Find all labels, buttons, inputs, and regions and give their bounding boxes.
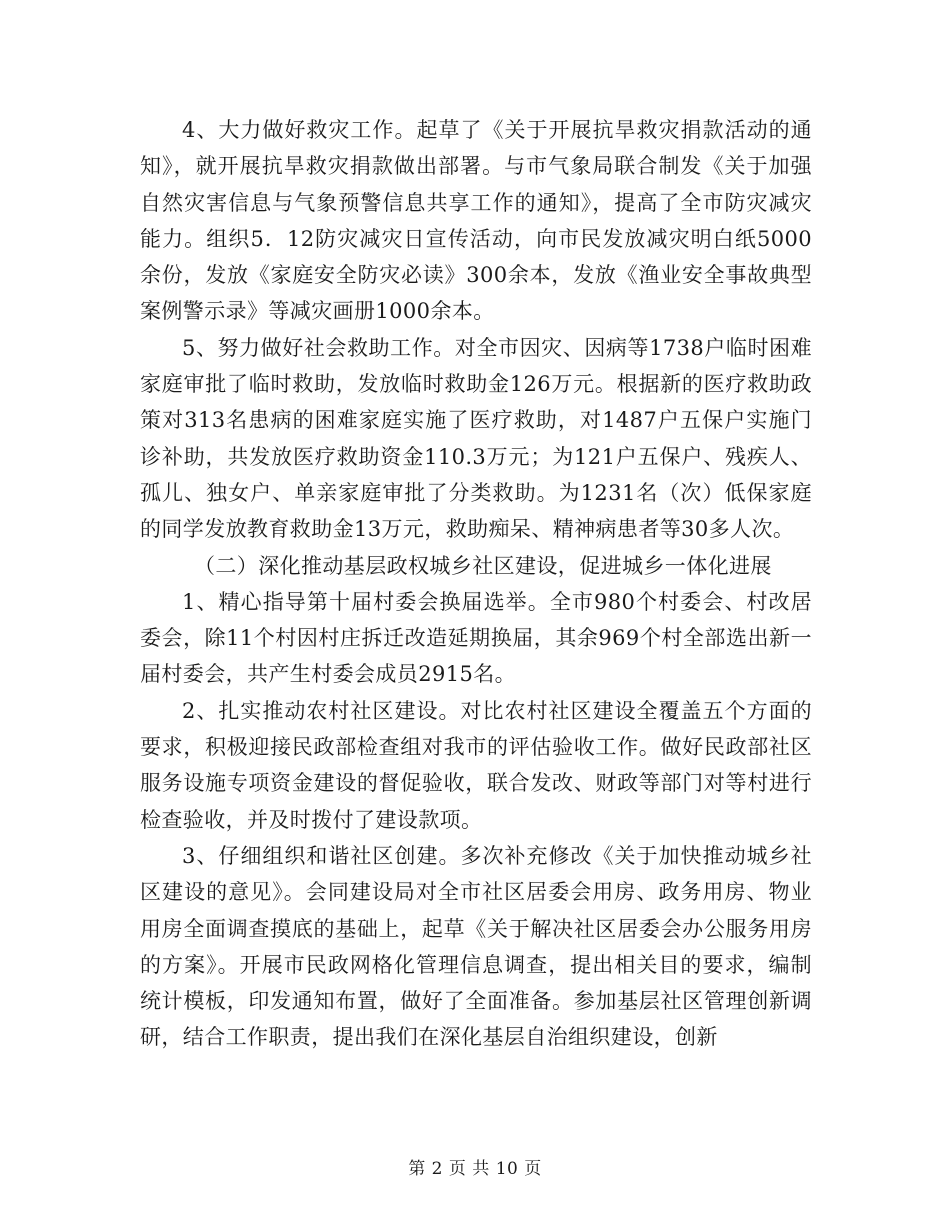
paragraph-harmonious-community: 3、仔细组织和谐社区创建。多次补充修改《关于加快推动城乡社区建设的意见》。会同建设局对全市社区居委会用房、政务用房、物业用房全面调查摸底的基础上，起草《关于解决社区居委会办公服务用房的方案》。开展市民政网格化管理信息调查，提出相关目的要求，编制统计模板，印发通知布置，做好了全面准备。参加基层社区管理创新调研，结合工作职责，提出我们在深化基层自治组织建设，创新: [140, 843, 812, 1050]
page-number: 第 2 页 共 10 页: [408, 1159, 542, 1179]
paragraph-rural-community: 2、扎实推动农村社区建设。对比农村社区建设全覆盖五个方面的要求，积极迎接民政部检查组对我市的评估验收工作。做好民政部社区服务设施专项资金建设的督促验收，联合发改、财政等部门对等村进行检查验收，并及时拨付了建设款项。: [140, 698, 812, 832]
paragraph-disaster-relief: 4、大力做好救灾工作。起草了《关于开展抗旱救灾捐款活动的通知》，就开展抗旱救灾捐款做出部署。与市气象局联合制发《关于加强自然灾害信息与气象预警信息共享工作的通知》，提高了全市防灾减灾能力。组织5．12防灾减灾日宣传活动，向市民发放减灾明白纸5000余份，发放《家庭安全防灾必读》300余本，发放《渔业安全事故典型案例警示录》等减灾画册1000余本。: [140, 118, 812, 324]
document-body: [140, 112, 812, 1056]
paragraph-social-assistance: 5、努力做好社会救助工作。对全市因灾、因病等1738户临时困难家庭审批了临时救助，发放临时救助金126万元。根据新的医疗救助政策对313名患病的困难家庭实施了医疗救助，对1487户五保户实施门诊补助，共发放医疗救助资金110.3万元；为121户五保户、残疾人、孤儿、独女户、单亲家庭审批了分类救助。为1231名（次）低保家庭的同学发放教育救助金13万元，救助痴呆、精神病患者等30多人次。: [140, 335, 812, 542]
paragraph-village-election: 1、精心指导第十届村委会换届选举。全市980个村委会、村改居委会，除11个村因村庄拆迁改造延期换届，其余969个村全部选出新一届村委会，共产生村委会成员2915名。: [140, 589, 812, 687]
section-heading: （二）深化推动基层政权城乡社区建设，促进城乡一体化进展: [194, 553, 772, 578]
